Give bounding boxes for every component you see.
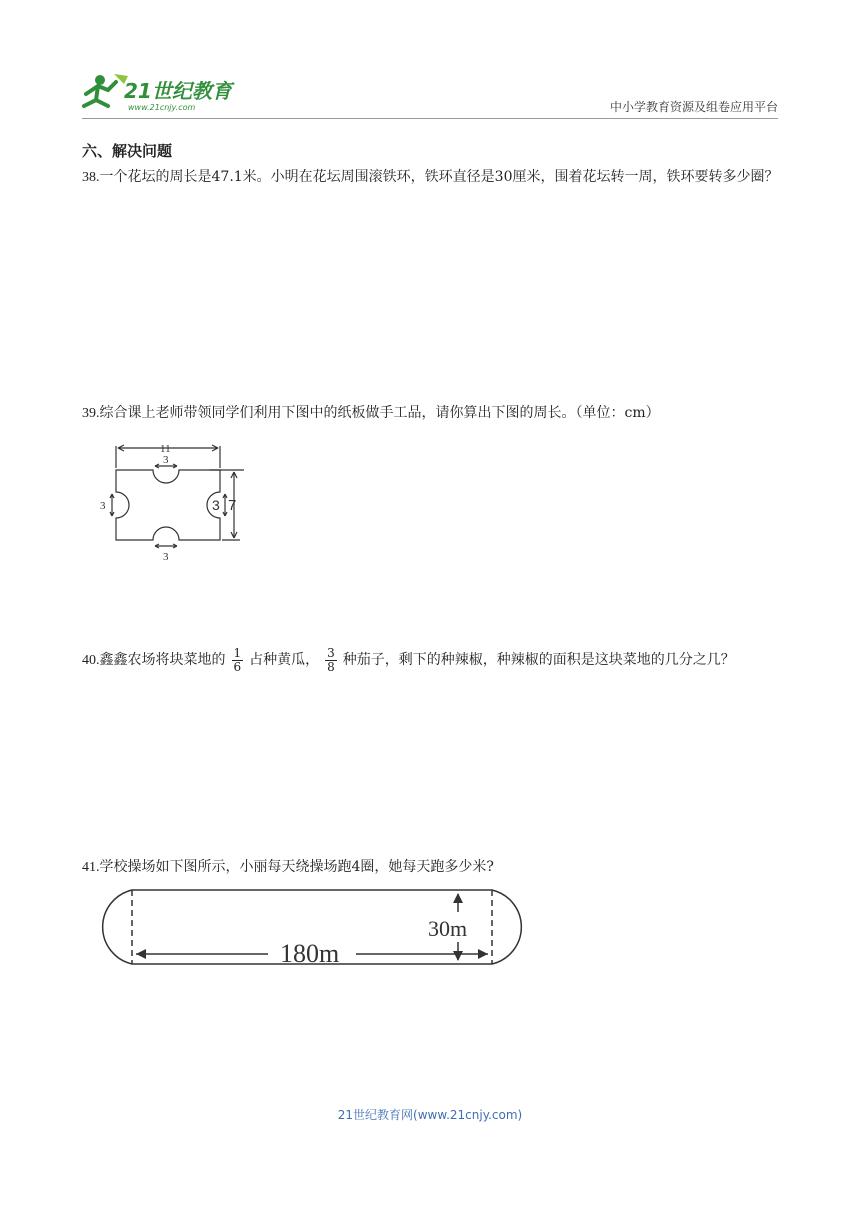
- playground-figure: [98, 860, 528, 968]
- question-number: 40.: [82, 653, 100, 668]
- site-logo: [78, 70, 248, 114]
- question-text: 一个花坛的周长是47.1米。小明在花坛周围滚铁环，铁环直径是30厘米，围着花坛转一周，铁环要转多少圈？: [99, 169, 779, 185]
- question-text: 综合课上老师带领同学们利用下图中的纸板做手工品，请你算出下图的周长。（单位：cm）: [99, 405, 660, 421]
- fraction-numerator: 3: [327, 645, 335, 660]
- figure1-top-semi-label: 3: [163, 454, 169, 466]
- figure1-right-semi-label: 3: [212, 497, 220, 513]
- fraction-denominator: 6: [233, 659, 242, 674]
- page-header: [0, 0, 860, 120]
- fraction-numerator: 1: [233, 645, 242, 660]
- question-text-c: 种茄子，剩下的种辣椒，种辣椒的面积是这块菜地的几分之几？: [342, 652, 735, 668]
- fraction-one-sixth: [232, 647, 244, 674]
- question-number: 41.: [82, 860, 100, 875]
- section-title: 六、解决问题: [82, 142, 173, 160]
- runner-logo-icon: [78, 70, 248, 114]
- fraction-denominator: 8: [327, 659, 335, 674]
- page-footer: 21世纪教育网(www.21cnjy.com): [337, 1108, 523, 1122]
- question-number: 38.: [82, 170, 100, 185]
- question-number: 39.: [82, 406, 100, 421]
- platform-text: 中小学教育资源及组卷应用平台: [609, 100, 778, 114]
- figure1-left-semi-label: 3: [100, 500, 106, 512]
- question-text-b: 占种黄瓜，: [249, 652, 320, 668]
- figure2-length-label: 180m: [280, 939, 340, 968]
- question-39: [82, 398, 782, 429]
- figure1-top-label: 11: [160, 443, 171, 455]
- logo-url: www.21cnjy.com: [128, 103, 196, 112]
- question-40: [82, 645, 782, 676]
- logo-text: 21世纪教育: [124, 79, 232, 103]
- figure1-right-label: 7: [228, 497, 237, 514]
- question-38: [82, 162, 782, 193]
- question-text-a: 鑫鑫农场将块菜地的: [99, 652, 226, 668]
- header-divider: [82, 118, 778, 119]
- question-text: 学校操场如下图所示，小丽每天绕操场跑4圈，她每天跑多少米?: [99, 859, 494, 875]
- figure1-bottom-semi-label: 3: [163, 551, 169, 563]
- figure2-width-label: 30m: [428, 916, 468, 941]
- cardboard-figure: [98, 436, 248, 564]
- fraction-three-eighths: [325, 647, 337, 674]
